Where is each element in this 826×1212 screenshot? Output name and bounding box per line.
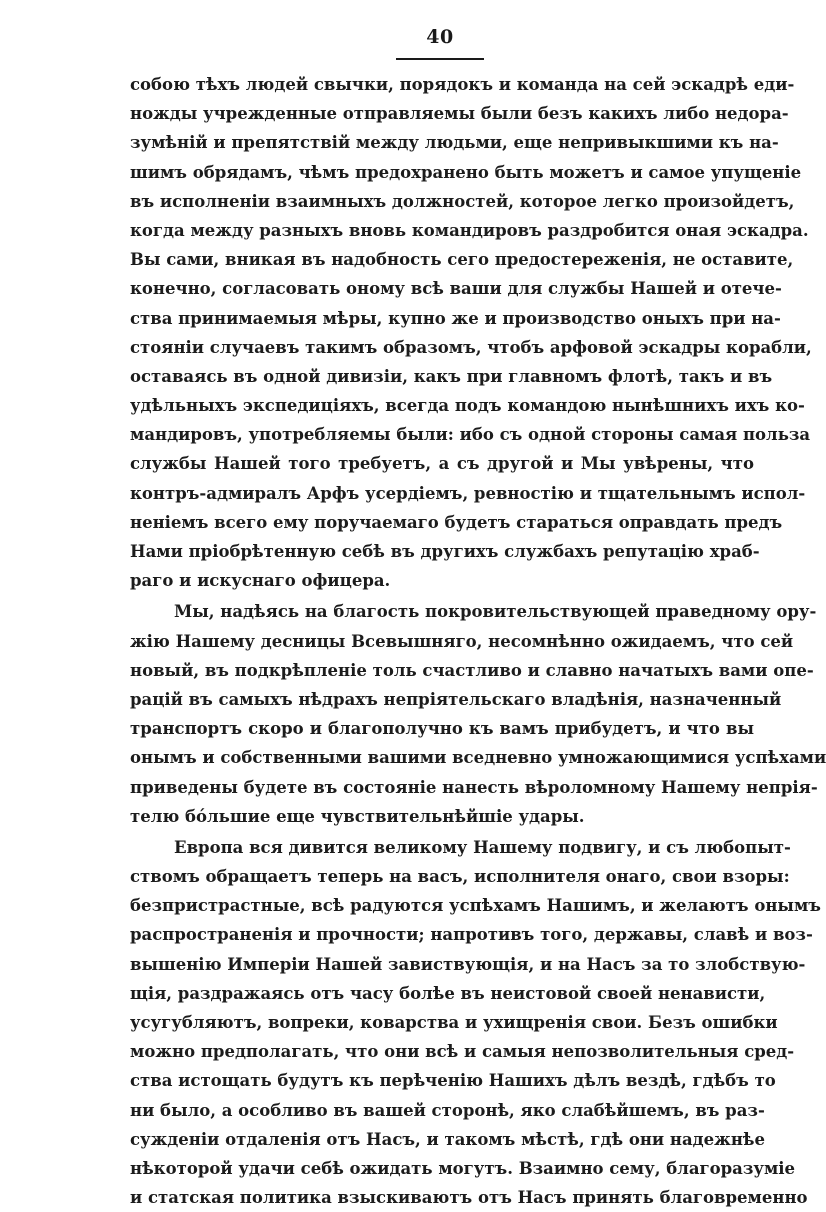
text-line: можно предполагать, что они всѣ и самыя непозволительныя сред- xyxy=(130,1042,795,1062)
text-line: въ исполненіи взаимныхъ должностей, которое легко произойдетъ, xyxy=(130,191,795,211)
text-line: жію Нашему десницы Всевышняго, несомнѣнно ожидаемъ, что сей xyxy=(130,631,794,651)
text-line: транспортъ скоро и благополучно къ вамъ прибудетъ, и что вы xyxy=(130,719,754,739)
text-line: ни было, а особливо въ вашей сторонѣ, яко слабѣйшемъ, въ раз- xyxy=(130,1100,765,1120)
header-rule xyxy=(396,58,484,60)
page-number: 40 xyxy=(426,26,454,48)
text-line: усугубляютъ, вопреки, коварства и ухищренія свои. Безъ ошибки xyxy=(130,1013,778,1032)
text-line: вышенію Имперіи Нашей завиствующія, и на Насъ за то злобствую- xyxy=(130,954,806,974)
text-line: ства принимаемыя мѣры, купно же и производство оныхъ при на- xyxy=(130,308,781,328)
text-line: конечно, согласовать оному всѣ ваши для службы Нашей и отече- xyxy=(130,279,782,299)
text-line: ножды учрежденные отправляемы были безъ какихъ либо недора- xyxy=(130,104,789,124)
text-line: удѣльныхъ экспедиціяхъ, всегда подъ командою нынѣшнихъ ихъ ко- xyxy=(130,396,805,416)
text-line: нѣкоторой удачи себѣ ожидать могутъ. Взаимно сему, благоразуміе xyxy=(130,1158,796,1178)
text-line: стояніи случаевъ такимъ образомъ, чтобъ арфовой эскадры корабли, xyxy=(130,337,812,357)
text-line: приведены будете въ состояніе нанесть вѣроломному Нашему непрія- xyxy=(130,777,818,797)
text-line: и статская политика взыскиваютъ отъ Насъ принять благовременно xyxy=(130,1188,808,1208)
text-line: Нами пріобрѣтенную себѣ въ другихъ службахъ репутацію храб- xyxy=(130,542,760,561)
text-line: службы Нашей того требуетъ, а съ другой и Мы увѣрены, что xyxy=(130,454,754,474)
text-body xyxy=(130,70,826,1212)
text-line: телю бóльшие еще чувствительнѣйшіе удары. xyxy=(130,806,585,826)
text-line: неніемъ всего ему поручаемаго будетъ стараться оправдать предъ xyxy=(130,512,783,532)
text-line: мандировъ, употребляемы были: ибо съ одной стороны самая польза xyxy=(130,425,811,445)
text-line: Мы, надѣясь на благость покровительствующей праведному ору- xyxy=(174,602,817,622)
paragraph-1 xyxy=(130,70,812,595)
text-line: когда между разныхъ вновь командировъ раздробится оная эскадра. xyxy=(130,220,809,240)
text-line: шимъ обрядамъ, чѣмъ предохранено быть можетъ и самое упущеніе xyxy=(130,162,802,182)
text-line: распространенія и прочности; напротивъ того, державы, славѣ и воз- xyxy=(130,925,813,945)
text-line: сужденіи отдаленія отъ Насъ, и такомъ мѣстѣ, гдѣ они надежнѣе xyxy=(130,1129,765,1149)
text-line: Европа вся дивится великому Нашему подвигу, и съ любопыт- xyxy=(174,837,791,857)
text-line: онымъ и собственными вашими вседневно умножающимися успѣхами xyxy=(130,748,826,768)
text-line: рацій въ самыхъ нѣдрахъ непріятельскаго владѣнія, назначенный xyxy=(130,689,782,709)
text-line: Вы сами, вникая въ надобность сего предостереженія, не оставите, xyxy=(130,250,794,270)
text-line: ствомъ обращаетъ теперь на васъ, исполнителя онаго, свои взоры: xyxy=(130,867,790,887)
text-line: оставаясь въ одной дивизіи, какъ при главномъ флотѣ, такъ и въ xyxy=(130,366,773,386)
text-line: безпристрастные, всѣ радуются успѣхамъ Нашимъ, и желаютъ онымъ xyxy=(130,896,821,916)
text-line: контръ-адмиралъ Арфъ усердіемъ, ревностію и тщательнымъ испол- xyxy=(130,483,806,503)
text-line: щія, раздражаясь отъ часу болѣе въ неистовой своей ненависти, xyxy=(130,983,766,1003)
text-line: ства истощать будутъ къ перѣченію Нашихъ дѣлъ вездѣ, гдѣбъ то xyxy=(130,1071,776,1091)
text-line: собою тѣхъ людей свычки, порядокъ и команда на сей эскадрѣ еди- xyxy=(130,75,795,94)
text-line: зумѣній и препятствій между людьми, еще непривыкшими къ на- xyxy=(130,133,779,153)
text-line: раго и искуснаго офицера. xyxy=(130,571,391,591)
text-line: новый, въ подкрѣпленіе толь счастливо и славно начатыхъ вами опе- xyxy=(130,660,814,680)
paragraph-3 xyxy=(130,833,821,1212)
paragraph-2 xyxy=(130,597,826,831)
